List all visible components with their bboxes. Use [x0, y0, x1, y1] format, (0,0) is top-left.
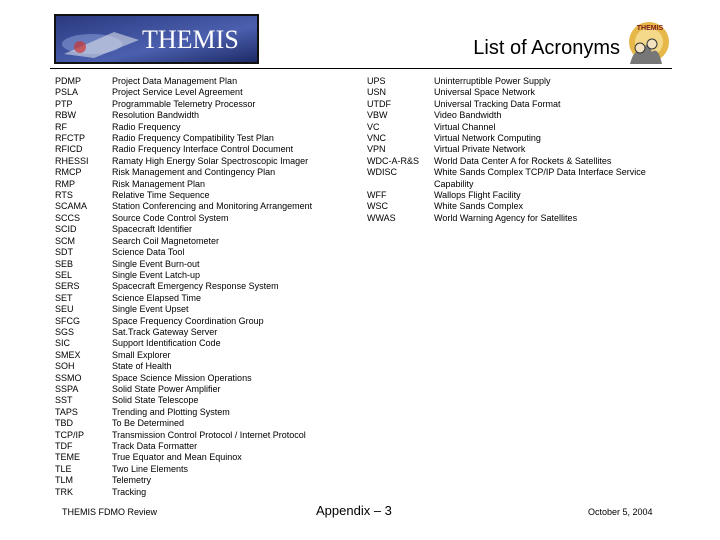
- acronym-abbr: VC: [367, 121, 380, 132]
- acronym-abbr: USN: [367, 87, 387, 98]
- acronym-definition: Relative Time Sequence: [112, 190, 210, 201]
- acronym-abbr: PSLA: [55, 87, 79, 98]
- acronym-definition: Solid State Telescope: [112, 395, 199, 406]
- logo-text: THEMIS: [142, 25, 239, 54]
- acronym-abbr: SGS: [55, 326, 75, 337]
- acronym-definition: Two Line Elements: [112, 463, 189, 474]
- acronym-abbr: SIC: [55, 338, 71, 349]
- acronym-abbr: UPS: [367, 76, 386, 86]
- acronym-definition: Video Bandwidth: [434, 110, 502, 121]
- acronym-definition: Station Conferencing and Monitoring Arrangement: [112, 201, 313, 212]
- acronym-definition: Telemetry: [112, 475, 152, 486]
- left-acronym-column: [55, 76, 110, 498]
- acronym-abbr: VBW: [367, 110, 388, 121]
- acronym-definition: World Warning Agency for Satellites: [434, 212, 578, 223]
- acronym-abbr: TLE: [55, 463, 72, 474]
- acronym-definition: Single Event Burn-out: [112, 258, 200, 269]
- acronym-definition: Tracking: [112, 486, 147, 497]
- acronym-abbr: SMEX: [55, 349, 81, 360]
- right-definition-column: [434, 76, 674, 224]
- acronym-definition: Support Identification Code: [112, 338, 221, 349]
- acronym-abbr: UTDF: [367, 98, 391, 109]
- acronym-abbr: PTP: [55, 98, 73, 109]
- acronym-definition: Solid State Power Amplifier: [112, 383, 221, 394]
- acronym-definition: Virtual Channel: [434, 121, 496, 132]
- acronym-definition: Transmission Control Protocol / Internet Protocol: [112, 429, 306, 440]
- right-acronym-column: [367, 76, 432, 224]
- acronym-definition: Radio Frequency Interface Control Document: [112, 144, 294, 155]
- acronym-abbr: SDT: [55, 247, 73, 258]
- acronym-abbr: RF: [55, 121, 67, 132]
- acronym-definition: Ramaty High Energy Solar Spectroscopic Imager: [112, 155, 309, 166]
- acronym-definition: Search Coil Magnetometer: [112, 235, 220, 246]
- acronym-abbr: SERS: [55, 281, 80, 292]
- acronym-definition: Science Elapsed Time: [112, 292, 202, 303]
- acronym-abbr: SST: [55, 395, 73, 406]
- acronym-abbr: RMP: [55, 178, 75, 189]
- acronym-abbr: TDF: [55, 441, 73, 451]
- acronym-abbr: SEL: [55, 269, 73, 280]
- acronym-definition: Single Event Upset: [112, 304, 189, 315]
- acronym-definition: Sat.Track Gateway Server: [112, 326, 218, 337]
- acronym-definition: Spacecraft Emergency Response System: [112, 281, 279, 292]
- acronym-definition: Radio Frequency Compatibility Test Plan: [112, 133, 274, 144]
- acronym-definition: Spacecraft Identifier: [112, 224, 193, 235]
- page-title: List of Acronyms: [473, 37, 620, 59]
- acronym-definition: White Sands Complex TCP/IP Data Interface Service Capability: [434, 167, 646, 189]
- acronym-abbr: TRK: [55, 486, 73, 497]
- acronym-abbr: RFICD: [55, 144, 83, 155]
- acronym-abbr: VPN: [367, 144, 386, 155]
- acronym-definition: Small Explorer: [112, 349, 171, 360]
- acronym-abbr: TLM: [55, 475, 73, 486]
- acronym-definition: Risk Management Plan: [112, 178, 206, 189]
- acronym-definition: Single Event Latch-up: [112, 269, 201, 280]
- acronym-abbr: PDMP: [55, 76, 82, 86]
- footer-review-name: THEMIS FDMO Review: [62, 507, 158, 517]
- themis-logo: [54, 14, 259, 64]
- acronym-abbr: SSPA: [55, 383, 79, 394]
- acronym-definition: Uninterruptible Power Supply: [434, 76, 551, 86]
- acronym-abbr: SEB: [55, 258, 74, 269]
- acronym-abbr: SET: [55, 292, 73, 303]
- acronym-abbr: SOH: [55, 361, 75, 372]
- acronym-definition: Resolution Bandwidth: [112, 110, 200, 121]
- acronym-definition: Virtual Private Network: [434, 144, 526, 155]
- acronym-abbr: SEU: [55, 304, 74, 315]
- header-divider: [50, 68, 672, 69]
- acronym-abbr: WSC: [367, 201, 388, 212]
- acronym-definition: To Be Determined: [112, 418, 185, 429]
- mascot-text: THEMIS: [636, 25, 664, 32]
- acronym-abbr: VNC: [367, 133, 387, 144]
- acronym-definition: Wallops Flight Facility: [434, 190, 521, 201]
- acronym-abbr: WDISC: [367, 167, 397, 178]
- acronym-definition: Risk Management and Contingency Plan: [112, 167, 276, 178]
- acronym-definition: Radio Frequency: [112, 121, 181, 132]
- acronym-abbr: SCID: [55, 224, 77, 235]
- footer-page-label: Appendix – 3: [316, 503, 392, 518]
- acronym-abbr: SCCS: [55, 212, 81, 223]
- acronym-definition: Track Data Formatter: [112, 441, 198, 451]
- acronym-definition: Project Data Management Plan: [112, 76, 238, 86]
- acronym-abbr: WFF: [367, 190, 387, 201]
- acronym-definition: Science Data Tool: [112, 247, 185, 258]
- acronym-abbr: RMCP: [55, 167, 82, 178]
- acronym-abbr: RFCTP: [55, 133, 85, 144]
- acronym-abbr: WWAS: [367, 212, 396, 223]
- acronym-abbr: SSMO: [55, 372, 82, 383]
- acronym-abbr: RBW: [55, 110, 76, 121]
- acronym-definition: Source Code Control System: [112, 212, 229, 223]
- acronym-abbr: SCAMA: [55, 201, 88, 212]
- acronym-definition: Project Service Level Agreement: [112, 87, 243, 98]
- acronym-definition: True Equator and Mean Equinox: [112, 452, 242, 463]
- acronym-definition: Virtual Network Computing: [434, 133, 541, 144]
- acronym-definition: Programmable Telemetry Processor: [112, 98, 256, 109]
- acronym-abbr: TAPS: [55, 406, 78, 417]
- left-definition-column: [112, 76, 357, 498]
- acronym-abbr: SCM: [55, 235, 75, 246]
- acronym-definition: Space Frequency Coordination Group: [112, 315, 264, 326]
- acronym-definition: Trending and Plotting System: [112, 406, 230, 417]
- acronym-definition: Universal Tracking Data Format: [434, 98, 561, 109]
- acronym-definition: Space Science Mission Operations: [112, 372, 252, 383]
- acronym-definition: White Sands Complex: [434, 201, 524, 212]
- acronym-abbr: TCP/IP: [55, 429, 85, 440]
- acronym-definition: World Data Center A for Rockets & Satellites: [434, 155, 612, 166]
- footer-date: October 5, 2004: [588, 507, 653, 517]
- acronym-spacer: [367, 179, 432, 190]
- acronym-abbr: TBD: [55, 418, 73, 429]
- acronym-abbr: WDC-A-R&S: [367, 155, 419, 166]
- acronym-abbr: RHESSI: [55, 155, 89, 166]
- acronym-definition: State of Health: [112, 361, 172, 372]
- acronym-abbr: TEME: [55, 452, 81, 463]
- acronym-abbr: RTS: [55, 190, 73, 201]
- themis-mascot-logo: [622, 18, 672, 70]
- acronym-abbr: SFCG: [55, 315, 81, 326]
- acronym-definition: Universal Space Network: [434, 87, 536, 98]
